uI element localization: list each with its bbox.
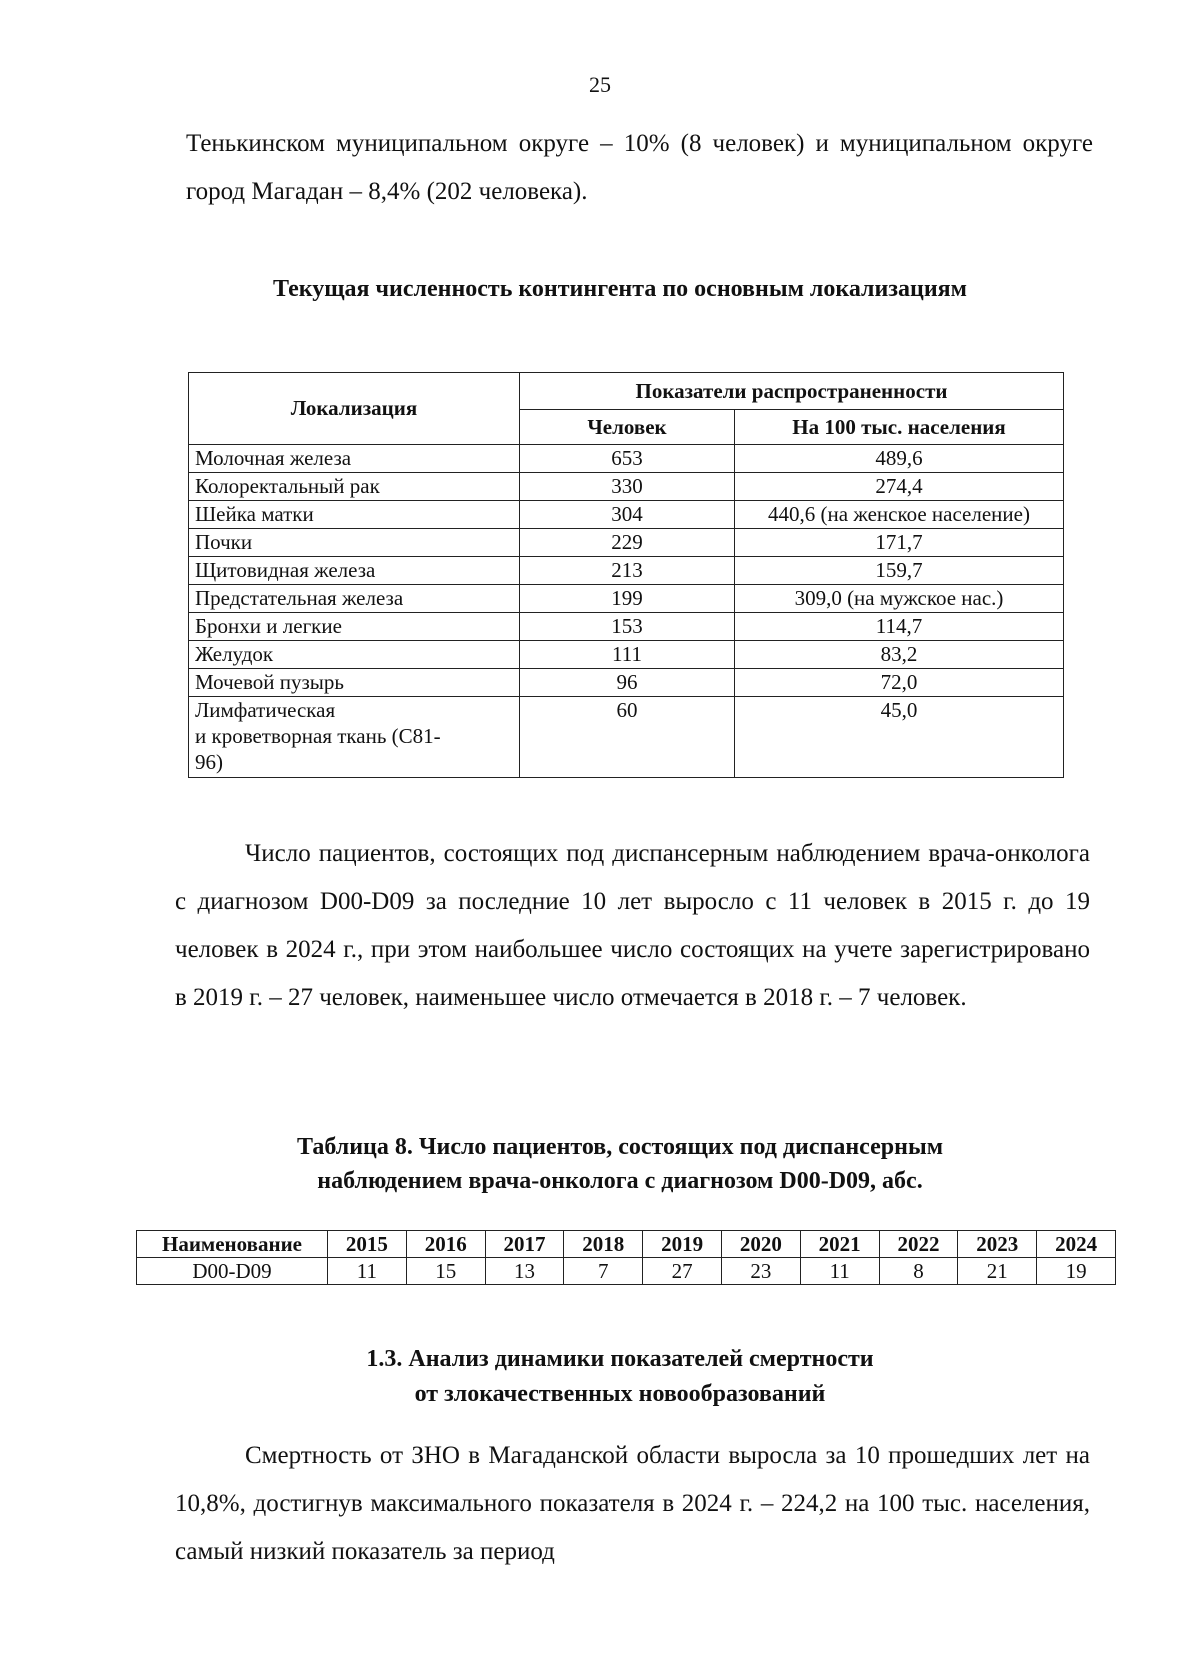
cell-localization: Молочная железа <box>189 445 520 473</box>
cell-localization: Щитовидная железа <box>189 557 520 585</box>
header-name: Наименование <box>137 1231 328 1258</box>
table8-title-line: наблюдением врача-онколога с диагнозом D00-D09, абс. <box>317 1168 923 1194</box>
header-year: 2015 <box>328 1231 407 1258</box>
cell-localization: Предстательная железа <box>189 585 520 613</box>
header-year: 2023 <box>958 1231 1037 1258</box>
cell-localization-line: 96) <box>195 750 223 774</box>
table-row <box>189 445 1064 473</box>
table1-title: Текущая численность контингента по основным локализациям <box>273 276 967 302</box>
cell-value: 8 <box>879 1258 958 1285</box>
cell-people: 153 <box>520 613 735 641</box>
header-year: 2022 <box>879 1231 958 1258</box>
section-title <box>90 1342 1150 1412</box>
table-row <box>189 613 1064 641</box>
cell-rate: 83,2 <box>735 641 1064 669</box>
cell-rate: 45,0 <box>735 697 1064 778</box>
cell-localization-line: и кроветворная ткань (С81- <box>195 724 441 748</box>
cell-localization: Колоректальный рак <box>189 473 520 501</box>
cell-localization: Бронхи и легкие <box>189 613 520 641</box>
header-year: 2020 <box>721 1231 800 1258</box>
header-year: 2018 <box>564 1231 643 1258</box>
paragraph-mortality: Смертность от ЗНО в Магаданской области выросла за 10 прошедших лет на 10,8%, достигнув максимального показателя в 2024 г. – 224,2 на 100 тыс. населения, самый низкий показатель за период <box>175 1442 1090 1565</box>
page-number: 25 <box>589 72 611 97</box>
table8-title <box>90 1130 1150 1198</box>
cell-value: 15 <box>406 1258 485 1285</box>
cell-value: 13 <box>485 1258 564 1285</box>
header-year: 2017 <box>485 1231 564 1258</box>
table8 <box>136 1230 1116 1285</box>
section-title-line: 1.3. Анализ динамики показателей смертности <box>366 1346 874 1372</box>
cell-people: 653 <box>520 445 735 473</box>
cell-rate: 114,7 <box>735 613 1064 641</box>
cell-rate: 440,6 (на женское население) <box>735 501 1064 529</box>
cell-rate: 159,7 <box>735 557 1064 585</box>
table-row <box>189 641 1064 669</box>
header-year: 2024 <box>1037 1231 1116 1258</box>
cell-people: 199 <box>520 585 735 613</box>
cell-rate: 309,0 (на мужское нас.) <box>735 585 1064 613</box>
table8-header-row <box>137 1231 1116 1258</box>
cell-localization: Шейка матки <box>189 501 520 529</box>
table-row <box>189 529 1064 557</box>
table-row <box>189 557 1064 585</box>
prevalence-table <box>188 372 1064 778</box>
table-row <box>137 1258 1116 1285</box>
cell-value: 11 <box>800 1258 879 1285</box>
cell-people: 96 <box>520 669 735 697</box>
cell-value: 21 <box>958 1258 1037 1285</box>
cell-people: 111 <box>520 641 735 669</box>
cell-rate: 171,7 <box>735 529 1064 557</box>
table-row <box>189 473 1064 501</box>
intro-paragraph: Тенькинском муниципальном округе – 10% (8 человек) и муниципальном округе город Магадан – 8,4% (202 человека). <box>186 130 1093 205</box>
prevalence-table-container <box>188 372 1064 778</box>
cell-value: 7 <box>564 1258 643 1285</box>
cell-localization <box>189 697 520 778</box>
header-year: 2016 <box>406 1231 485 1258</box>
section-title-line: от злокачественных новообразований <box>414 1381 826 1407</box>
table-row <box>189 501 1064 529</box>
header-year: 2019 <box>643 1231 722 1258</box>
cell-rate: 489,6 <box>735 445 1064 473</box>
cell-people: 304 <box>520 501 735 529</box>
table-row <box>189 585 1064 613</box>
cell-name: D00-D09 <box>137 1258 328 1285</box>
table8-title-line: Таблица 8. Число пациентов, состоящих под диспансерным <box>296 1134 944 1160</box>
cell-people: 330 <box>520 473 735 501</box>
cell-localization: Желудок <box>189 641 520 669</box>
table8-container <box>136 1230 1116 1285</box>
header-rate: На 100 тыс. населения <box>735 410 1064 445</box>
cell-value: 19 <box>1037 1258 1116 1285</box>
cell-people: 229 <box>520 529 735 557</box>
table-row <box>189 697 1064 778</box>
paragraph-d00-d09: Число пациентов, состоящих под диспансерным наблюдением врача-онколога с диагнозом D00-D09 за последние 10 лет выросло с 11 человек в 2015 г. до 19 человек в 2024 г., при этом наибольшее число состоящих на учете зарегистрировано в 2019 г. – 27 человек, наименьшее число отмечается в 2018 г. – 7 человек. <box>175 840 1090 1011</box>
table-row <box>189 669 1064 697</box>
cell-localization: Почки <box>189 529 520 557</box>
header-year: 2021 <box>800 1231 879 1258</box>
header-people: Человек <box>520 410 735 445</box>
cell-localization-line: Лимфатическая <box>195 698 336 722</box>
header-prevalence-group: Показатели распространенности <box>520 373 1064 410</box>
cell-value: 23 <box>721 1258 800 1285</box>
header-localization: Локализация <box>189 373 520 445</box>
cell-people: 60 <box>520 697 735 778</box>
cell-localization: Мочевой пузырь <box>189 669 520 697</box>
cell-rate: 274,4 <box>735 473 1064 501</box>
cell-rate: 72,0 <box>735 669 1064 697</box>
cell-people: 213 <box>520 557 735 585</box>
cell-value: 27 <box>643 1258 722 1285</box>
cell-value: 11 <box>328 1258 407 1285</box>
